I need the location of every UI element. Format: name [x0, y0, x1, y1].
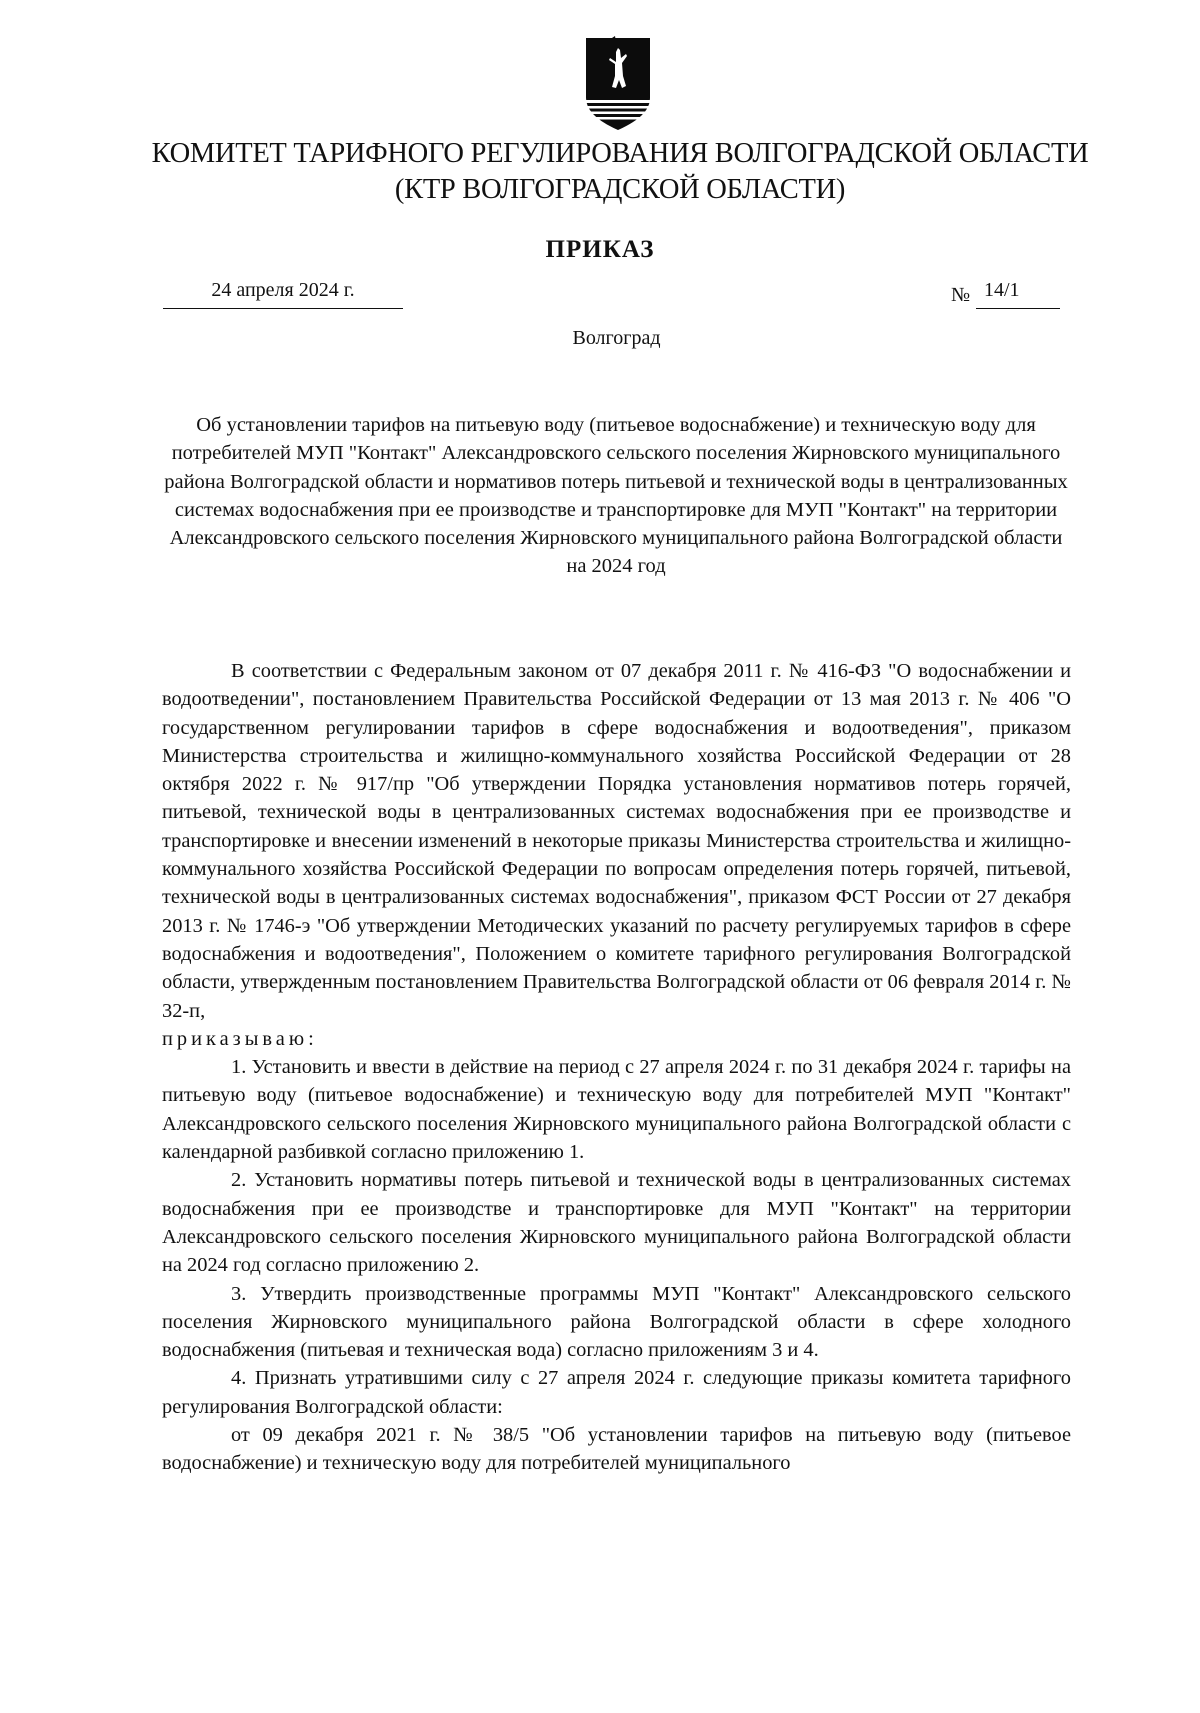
volgograd-emblem-icon — [582, 36, 654, 140]
order-item-4: 4. Признать утратившими силу с 27 апреля 2024 г. следующие приказы комитета тарифного регулирования Волгоградской области: — [162, 1367, 1071, 1418]
order-number-field — [976, 278, 1060, 309]
order-body — [162, 657, 1071, 1478]
city: Волгоград — [572, 327, 661, 349]
org-name-line1: КОМИТЕТ ТАРИФНОГО РЕГУЛИРОВАНИЯ ВОЛГОГРАДСКОЙ ОБЛАСТИ — [151, 138, 1089, 169]
order-number: 14/1 — [984, 279, 1020, 301]
order-item-4-sub-1: от 09 декабря 2021 г. № 38/5 "Об установлении тарифов на питьевую воду (питьевое водоснабжение) и техническую воду для потребителей муниципального — [162, 1424, 1071, 1475]
order-item-2: 2. Установить нормативы потерь питьевой и технической воды в централизованных системах водоснабжения при ее производстве и транспортировке для МУП "Контакт" на территории Александровского сельского поселения Жирновского муниципального района Волгоградской области на 2024 год согласно приложению 2. — [162, 1169, 1071, 1277]
order-item-1: 1. Установить и ввести в действие на период с 27 апреля 2024 г. по 31 декабря 2024 г. тарифы на питьевую воду (питьевое водоснабжение) и техническую воду для потребителей МУП "Контакт" Александровского сельского поселения Жирновского муниципального района Волгоградской области с календарной разбивкой согласно приложению 1. — [162, 1056, 1071, 1164]
number-sign: № — [951, 284, 971, 306]
order-word: приказываю: — [162, 1027, 318, 1050]
order-item-3: 3. Утвердить производственные программы МУП "Контакт" Александровского сельского поселения Жирновского муниципального района Волгоградской области в сфере холодного водоснабжения (питьевая и техническая вода) согласно приложениям 3 и 4. — [162, 1282, 1071, 1362]
preamble-paragraph: В соответствии с Федеральным законом от 07 декабря 2011 г. № 416-ФЗ "О водоснабжении и водоотведении", постановлением Правительства Российской Федерации от 13 мая 2013 г. № 406 "О государственном регулировании тарифов в сфере водоснабжения и водоотведения", приказом Министерства строительства и жилищно-коммунального хозяйства Российской Федерации от 28 октября 2022 г. № 917/пр "Об утверждении Порядка установления нормативов потерь горячей, питьевой, технической воды в централизованных системах водоснабжения при ее производстве и транспортировке и внесении изменений в некоторые приказы Министерства строительства и жилищно-коммунального хозяйства Российской Федерации по вопросам определения потерь горячей, питьевой, технической воды в централизованных системах водоснабжения", приказом ФСТ России от 27 декабря 2013 г. № 1746-э "Об утверждении Методических указаний по расчету регулируемых тарифов в сфере водоснабжения и водоотведения", Положением о комитете тарифного регулирования Волгоградской области, утвержденным постановлением Правительства Волгоградской области от 06 февраля 2014 г. № 32-п, — [162, 660, 1071, 1022]
order-subject: Об установлении тарифов на питьевую воду (питьевое водоснабжение) и техническую воду для потребителей МУП "Контакт" Александровского сельского поселения Жирновского муниципального района Волгоградской области и нормативов потерь питьевой и технической воды в централизованных системах водоснабжения при ее производстве и транспортировке для МУП "Контакт" на территории Александровского сельского поселения Жирновского муниципального района Волгоградской области на 2024 год — [164, 414, 1068, 578]
organization-name — [100, 136, 1140, 208]
document-type-title: ПРИКАЗ — [545, 236, 655, 263]
org-name-line2: (КТР ВОЛГОГРАДСКОЙ ОБЛАСТИ) — [394, 174, 846, 205]
order-date: 24 апреля 2024 г. — [163, 278, 403, 309]
